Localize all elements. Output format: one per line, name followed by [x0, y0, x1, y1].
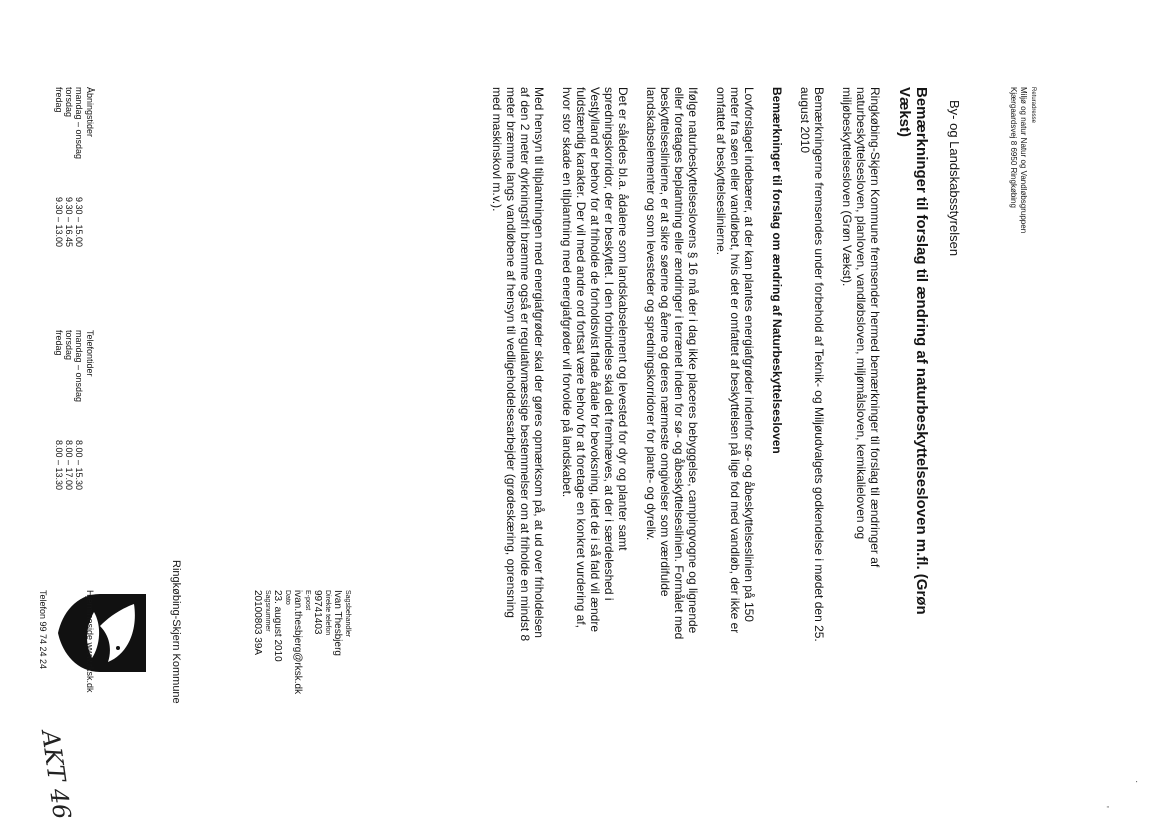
paragraph-intro: Ringkøbing-Skjern Kommune fremsender hermed bemærkninger til forslag til ændringer af naturbeskyttelsesloven, planloven, vandløbsloven, miljømålsloven, kemikalieloven og miljøbeskyttelsesloven (Grøn Vækst).	[840, 87, 882, 568]
section-subtitle: Bemærkninger til forslag om ændring af Naturbeskyttelsesloven	[770, 87, 784, 454]
paragraph-energy-crops: Med hensyn til tilplantningen med energiafgrøder skal der gøres opmærksom på, at ud over friholdelsen af den 2 meter dyrkningsfri bræmme også er regulativmæssige bestemmelser om at friholde en mindst 8 meter bræmme langs vandløbene af hensyn til vedligeholdelsesarbejder (grødeskæring, oprensning med maskinskovl m.v.).	[490, 87, 546, 642]
main-phone: Telefon 99 74 24 24	[38, 590, 48, 670]
paragraph-bill: Lovforslaget indebærer, at der kan plantes energiafgrøder indenfor sø- og åbeskyttelseslinien på 150 meter fra søen eller vandløbet, hvis det er omfattet af beskyttelsen på lige fod med vandløb, der ikke er omfattet af beskyttelseslinierne.	[714, 87, 756, 634]
return-address-line1: Miljø og natur Natur og Vandløbsgruppen	[1019, 87, 1028, 234]
opening-hours-time: 9.30 – 16.45	[64, 197, 74, 248]
opening-hours-title: Åbningstider	[85, 87, 95, 138]
case-metadata	[252, 590, 352, 694]
return-address-label: Returadresse	[1030, 87, 1036, 124]
email-address: ivan.thesbjerg@rksk.dk	[292, 590, 303, 695]
opening-hours-days: torsdag	[64, 87, 74, 118]
scan-speck: ·	[1131, 780, 1142, 784]
phone-hours-title: Telefontider	[85, 330, 95, 377]
case-number: 20100803 39A	[252, 590, 263, 656]
phone-hours-days: torsdag	[64, 330, 74, 361]
scan-speck: '	[1099, 806, 1110, 808]
letter-date: 23. august 2010	[272, 590, 283, 662]
phone-hours-days: mandag – onsdag	[74, 330, 84, 403]
phone-hours-time: 8.00 – 13.30	[54, 440, 64, 491]
case-number-label: Sagsnummer	[264, 590, 271, 632]
opening-hours-time: 9.30 – 15.00	[74, 197, 84, 248]
direct-phone-label: Direkte telefon	[324, 590, 331, 636]
email-label: E-post	[304, 590, 311, 611]
return-address	[1008, 87, 1038, 233]
phone-hours-time: 8.00 – 17.00	[64, 440, 74, 491]
direct-phone: 99741403	[312, 590, 323, 635]
phone-hours-days: fredag	[54, 330, 64, 356]
phone-hours	[54, 330, 95, 530]
opening-hours-days: mandag – onsdag	[74, 87, 84, 160]
paragraph-river-valleys: Det er således bl.a. ådalene som landskabselement og levested for dyr og planter samt spredningskorridor, der er beskyttet. I den forbindelse skal det fremhæves, at der i særdeleshed i Vestjylland er behov for at friholde de forholdsvist flade ådale for bevoksning, idet de i så fald vil ændre fuldstændig karakter. Der vil med andre ord fortsat være behov for at foretage en konkret vurdering af, hvor stor skade en tilplantning med energiafgrøder vil forvolde på landskabet.	[560, 87, 630, 632]
date-label: Dato	[284, 590, 291, 605]
phone-hours-time: 8.00 – 15.30	[74, 440, 84, 491]
recipient: By- og Landskabsstyrelsen	[947, 100, 962, 257]
paragraph-reservation: Bemærkningerne fremsendes under forbehold af Teknik- og Miljøudvalgets godkendelse i mødet den 25. august 2010	[798, 87, 826, 642]
footer-contact	[37, 590, 95, 693]
website: Hjemmeside www.rksk.dk	[85, 590, 95, 693]
opening-hours-time: 9.30 – 13.00	[54, 197, 64, 248]
letter-title: Bemærkninger til forslag til ændring af naturbeskyttelsesloven m.fl. (Grøn Vækst)	[896, 87, 930, 615]
handwritten-note: AKT 46	[35, 728, 77, 821]
paragraph-section16: Ifølge naturbeskyttelseslovens § 16 må der i dag ikke placeres bebyggelse, campingvogne og lignende eller foretages beplantning eller ændringer i terrænet inden for sø- og åbeskyttelseslinien. Formålet med beskyttelseslinierne, er at sikre søerne og åerne og deres nærmeste omgivelser som værdifulde landskabselementer og som levesteder og spredningskorridorer for plante- og dyreliv.	[644, 87, 700, 640]
organization-name: Ringkøbing-Skjern Kommune	[170, 560, 182, 704]
letter-body	[476, 87, 930, 642]
caseworker-label: Sagsbehandler	[344, 590, 351, 638]
caseworker-name: Ivan Thesbjerg	[332, 590, 343, 656]
opening-hours-days: fredag	[54, 87, 64, 113]
opening-hours	[54, 87, 95, 287]
return-address-line2: Kjærgaardsvej 8 6950 Ringkøbing	[1009, 87, 1018, 208]
